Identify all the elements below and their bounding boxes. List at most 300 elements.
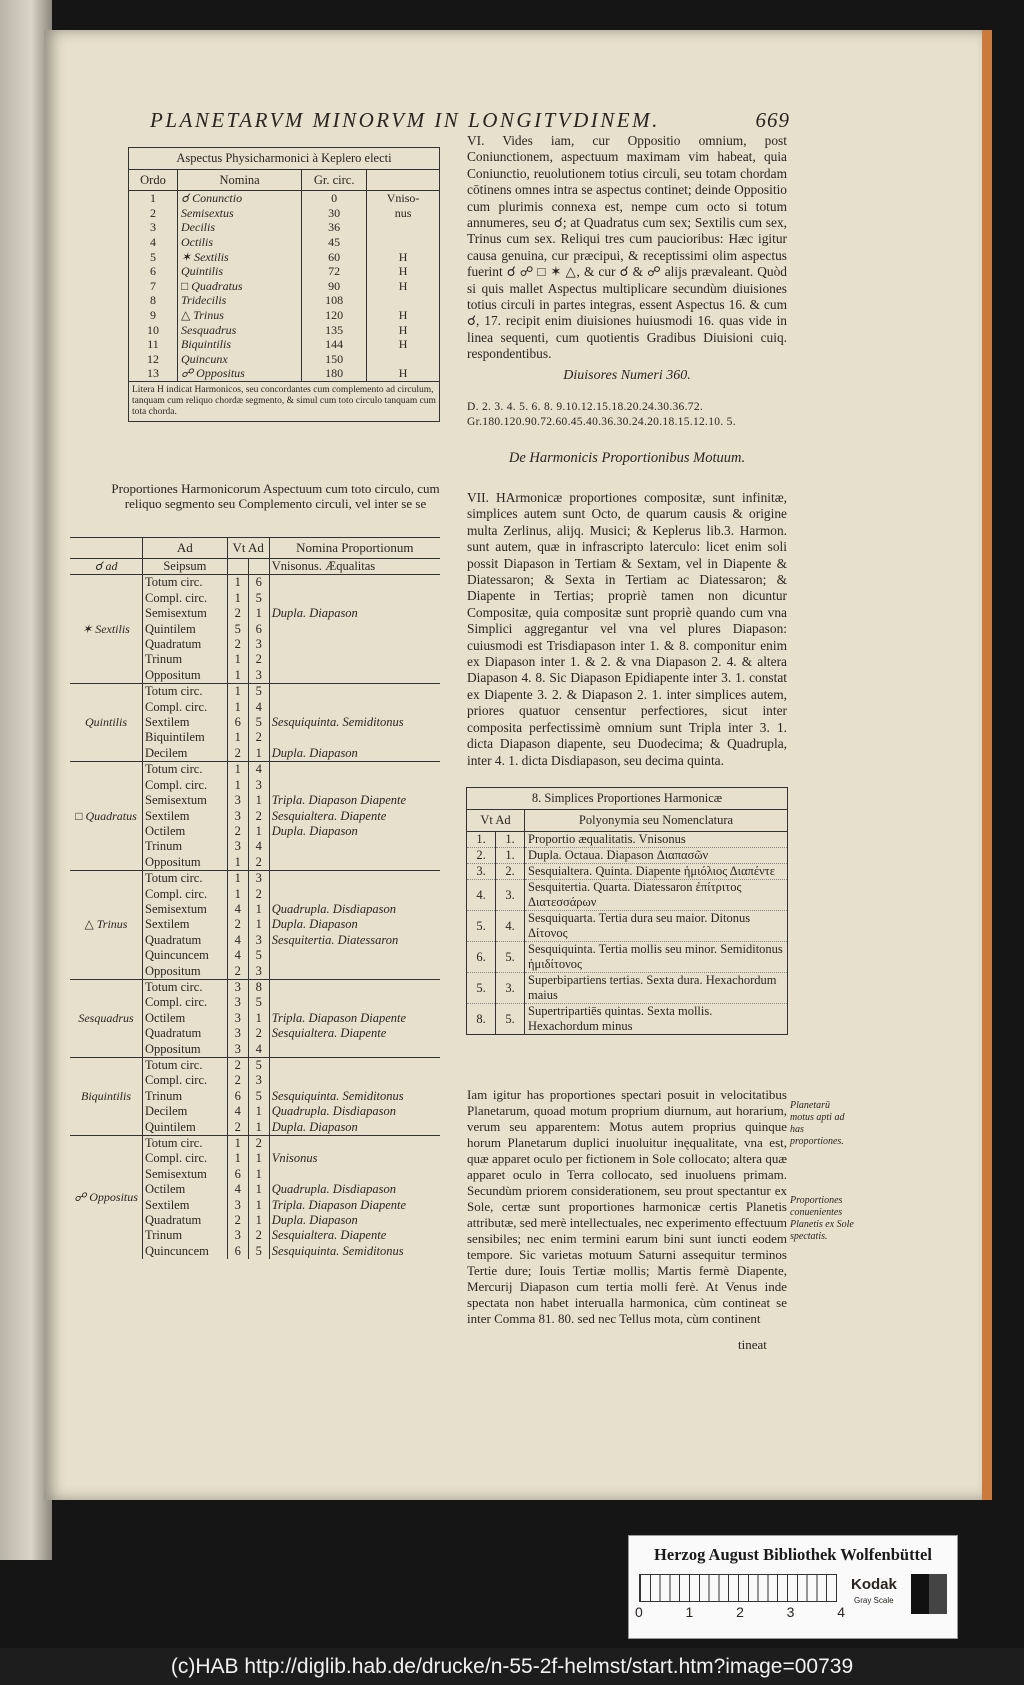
aspect-name: Sesquadrus (178, 323, 302, 338)
proportion-name: Quadrupla. Disdiapason (269, 902, 440, 917)
proportion-name (269, 995, 440, 1010)
proportions-header-1: Ad (143, 538, 228, 559)
proportion-ad-num: 1 (248, 1182, 269, 1197)
proportion-vt: 4 (227, 902, 248, 917)
group-label: ✶ Sextilis (70, 575, 143, 684)
aspect-name: Biquintilis (178, 337, 302, 352)
proportion-ad-num: 1 (248, 746, 269, 762)
aspect-name: Tridecilis (178, 293, 302, 308)
proportion-vt: 2 (227, 1058, 248, 1074)
proportion-ad: Biquintilem (143, 730, 228, 745)
simple-name: Supertripartiēs quintas. Sexta mollis. Hexachordum minus (525, 1004, 788, 1035)
simple-name: Superbipartiens tertias. Sexta dura. Hexachordum maius (525, 973, 788, 1004)
proportion-ad: Semisextum (143, 606, 228, 621)
proportion-ad: Octilem (143, 1011, 228, 1026)
simple-ad: 3. (496, 880, 525, 911)
proportion-vt: 1 (227, 762, 248, 778)
aspect-row (129, 279, 440, 294)
proportion-ad: Compl. circ. (143, 1073, 228, 1088)
proportion-name: Sesquiquinta. Semiditonus (269, 1089, 440, 1104)
aspect-degrees: 150 (302, 352, 367, 367)
proportion-vt: 4 (227, 948, 248, 963)
proportion-ad: Trinum (143, 652, 228, 667)
proportion-ad: Quadratum (143, 933, 228, 948)
proportion-name (269, 1167, 440, 1182)
proportion-ad-num: 1 (248, 606, 269, 621)
proportion-name: Dupla. Diapason (269, 917, 440, 932)
simple-table-header-name: Polyonymia seu Nomenclatura (525, 810, 788, 832)
proportion-ad-num: 2 (248, 1136, 269, 1152)
proportion-name (269, 652, 440, 667)
aspect-ordo: 4 (129, 235, 178, 250)
proportion-row (70, 575, 440, 591)
aspect-degrees: 108 (302, 293, 367, 308)
proportion-ad: Oppositum (143, 1042, 228, 1058)
paragraph-vi: VI. Vides iam, cur Oppositio omnium, post Coniunctionem, aspectuum maximam vim habeat, quia Coniunctio, reuolutionem totius circuli, seu totam chordam cōtinens omnes intra se aspectus continet; deinde Oppositio cum plurimis connexa est, nempe cum octo si totum annumeres, seu ☌; at Quadratus cum sex; Sextilis cum sex, Trinus cum sex. Reliqui tres cum paucioribus: Hæc igitur causa genuina, cur præcipui, & receptissimi olim aspectus fuerint ☌ ☍ □ ✶ △, & cur ☌ & ☍ alijs prævaleant. Quòd si quis mallet Aspectus multiplicare secundùm diuisiones totius circuli in partes integras, essent Aspectus 16. & cum ☌, 17. recipit enim diuisiones huiusmodi 16. quas vide in linea sequenti, cum quotientis Gradibus Diuisioni cuiq. respondentibus. (467, 133, 787, 362)
proportion-name: Sesquiquinta. Semiditonus (269, 715, 440, 730)
proportion-ad-num: 2 (248, 652, 269, 667)
proportion-ad-num: 3 (248, 964, 269, 980)
simple-proportion-row (467, 864, 788, 880)
simple-vt: 4. (467, 880, 496, 911)
aspect-ordo: 5 (129, 250, 178, 265)
proportion-ad-num: 1 (248, 1120, 269, 1136)
proportion-ad: Quadratum (143, 637, 228, 652)
proportion-name: Tripla. Diapason Diapente (269, 1198, 440, 1213)
proportion-ad: Totum circ. (143, 871, 228, 887)
aspect-harmonic-mark: H (367, 250, 440, 265)
proportion-vt: 3 (227, 809, 248, 824)
proportion-ad-num: 1 (248, 824, 269, 839)
proportion-ad-num: 3 (248, 668, 269, 684)
simple-vt: 5. (467, 911, 496, 942)
proportion-ad-num: 2 (248, 887, 269, 902)
running-header (150, 108, 790, 133)
proportion-name: Quadrupla. Disdiapason (269, 1104, 440, 1119)
simple-name: Sesquitertia. Quarta. Diatessaron ἐπίτριτος Διατεσσάρων (525, 880, 788, 911)
proportion-ad: Semisextum (143, 1167, 228, 1182)
proportion-vt: 6 (227, 1089, 248, 1104)
proportion-vt: 3 (227, 1026, 248, 1041)
aspect-degrees: 36 (302, 220, 367, 235)
proportion-ad: Oppositum (143, 855, 228, 871)
proportion-ad-num: 3 (248, 637, 269, 652)
aspect-harmonic-mark: H (367, 279, 440, 294)
aspect-ordo: 13 (129, 366, 178, 381)
proportion-ad-num: 2 (248, 1228, 269, 1243)
ruler-tick: 1 (685, 1604, 694, 1620)
proportion-ad-num: 1 (248, 917, 269, 932)
proportion-ad-num: 1 (248, 1011, 269, 1026)
aspects-table-note: Litera H indicat Harmonicos, seu concordantes cum complemento ad circulum, tanquam cum reliquo chordæ segmento, & simul cum toto circulo tanquam cum tota chorda. (129, 381, 440, 421)
aspect-harmonic-mark (367, 352, 440, 367)
proportion-ad-num: 3 (248, 1073, 269, 1088)
proportion-vt: 2 (227, 606, 248, 621)
simple-proportions-table (466, 787, 788, 1035)
proportion-name: Dupla. Diapason (269, 606, 440, 621)
proportion-ad-num: 4 (248, 700, 269, 715)
aspect-degrees: 72 (302, 264, 367, 279)
aspect-name: ☍ Oppositus (178, 366, 302, 381)
proportion-ad: Totum circ. (143, 1058, 228, 1074)
proportion-name: Quadrupla. Disdiapason (269, 1182, 440, 1197)
proportion-ad-num: 1 (248, 1104, 269, 1119)
proportion-row (70, 684, 440, 700)
proportion-ad-num: 5 (248, 715, 269, 730)
aspect-name: □ Quadratus (178, 279, 302, 294)
proportion-name: Dupla. Diapason (269, 1213, 440, 1228)
group-label: ☍ Oppositus (70, 1136, 143, 1260)
proportion-ad-num: 2 (248, 855, 269, 871)
proportion-vt: 2 (227, 637, 248, 652)
proportion-ad: Sextilem (143, 1198, 228, 1213)
proportion-ad-num: 3 (248, 933, 269, 948)
proportion-name: Dupla. Diapason (269, 1120, 440, 1136)
simple-proportion-row (467, 848, 788, 864)
proportion-vt: 6 (227, 1244, 248, 1259)
aspect-degrees: 0 (302, 191, 367, 206)
proportion-ad: Quincuncem (143, 1244, 228, 1259)
proportion-name (269, 637, 440, 652)
proportion-ad: Octilem (143, 824, 228, 839)
proportion-vt: 3 (227, 1198, 248, 1213)
aspect-ordo: 3 (129, 220, 178, 235)
proportion-vt: 1 (227, 684, 248, 700)
proportion-vt: 2 (227, 1073, 248, 1088)
proportion-ad-num: 6 (248, 575, 269, 591)
proportion-vt: 1 (227, 652, 248, 667)
aspect-row (129, 235, 440, 250)
proportion-ad-num: 1 (248, 1213, 269, 1228)
proportion-name (269, 871, 440, 887)
proportion-name (269, 1058, 440, 1074)
proportion-ad-num: 6 (248, 622, 269, 637)
simple-vt: 5. (467, 973, 496, 1004)
proportion-ad-num: 5 (248, 1058, 269, 1074)
simple-ad: 4. (496, 911, 525, 942)
proportion-ad-num: 2 (248, 730, 269, 745)
proportion-ad-num (248, 559, 269, 575)
proportion-vt: 3 (227, 793, 248, 808)
aspect-row (129, 191, 440, 206)
aspect-row (129, 308, 440, 323)
proportion-name (269, 855, 440, 871)
proportion-ad-num: 2 (248, 809, 269, 824)
aspect-row (129, 323, 440, 338)
proportion-ad: Semisextum (143, 793, 228, 808)
aspect-name: Quintilis (178, 264, 302, 279)
aspect-degrees: 135 (302, 323, 367, 338)
harmonics-title: De Harmonicis Proportionibus Motuum. (508, 450, 746, 466)
aspect-ordo: 1 (129, 191, 178, 206)
aspect-name: Semisextus (178, 206, 302, 221)
simple-table-caption: 8. Simplices Proportiones Harmonicæ (467, 788, 788, 810)
aspect-harmonic-mark: H (367, 308, 440, 323)
gray-swatch (911, 1574, 947, 1614)
proportion-vt: 1 (227, 591, 248, 606)
ruler-tick: 0 (635, 1604, 643, 1620)
paragraph-vii: VII. HArmonicæ proportiones compositæ, sunt infinitæ, simplices autem sunt Octo, de quarum causis & origine multa Zerlinus, alijq. Musici; & Keplerus lib.3. Harmon. sunt autem, quæ in infrascripto laterculo: licet enim soli possit Diapason in Tertiam & Sextam, vel in Diapente & Diatessaron; & Sexta in Tertiam ac Diatessaron; & Diapente in Tertias; propriè tamen non dicuntur Compositæ, quia compositæ sunt propriè quando cum vna Simplici aggregantur vel vna vel plures Diapason: cuiusmodi est Trisdiapason inter 1. & 8. componitur enim ex Diapason inter 1. & 2. & vna Diapason 2. 4. & altera Diapason 4. 8. Sic Diapason Epidiapente inter 3. 1. constat ex Diapente 3. 2. & Diapason 2. 1. inter simplices autem, priores quatuor censentur perfectiores, sicut inter composita perfectissimè omnium sunt Tripla inter 3. 1. dicta Diapason diapente, seu Duodecima; & Quadrupla, inter 4. 1. dicta Disdiapason, seu decima quinta. (467, 490, 787, 768)
proportion-name (269, 700, 440, 715)
proportion-ad: Trinum (143, 1089, 228, 1104)
proportion-name: Dupla. Diapason (269, 824, 440, 839)
proportion-name: Sesquialtera. Diapente (269, 1026, 440, 1041)
proportion-name: Vnisonus (269, 1151, 440, 1166)
proportion-name (269, 575, 440, 591)
proportion-name (269, 730, 440, 745)
proportion-vt: 1 (227, 871, 248, 887)
proportion-ad-num: 1 (248, 1198, 269, 1213)
proportion-row (70, 1136, 440, 1152)
proportion-vt: 6 (227, 715, 248, 730)
simple-vt: 8. (467, 1004, 496, 1035)
proportion-name: Vnisonus. Æqualitas (269, 559, 440, 575)
proportion-name (269, 591, 440, 606)
proportion-vt: 5 (227, 622, 248, 637)
proportion-vt: 1 (227, 855, 248, 871)
simple-vt: 1. (467, 832, 496, 848)
aspect-harmonic-mark: H (367, 337, 440, 352)
simple-vt: 6. (467, 942, 496, 973)
aspect-harmonic-mark: H (367, 264, 440, 279)
aspects-header-1: Nomina (178, 169, 302, 191)
proportion-ad: Oppositum (143, 964, 228, 980)
aspect-row (129, 293, 440, 308)
proportion-row (70, 762, 440, 778)
proportions-heading: Proportiones Harmonicorum Aspectuum cum toto circulo, cum reliquo segmento seu Complemento circuli, vel inter se se (111, 481, 440, 511)
proportion-ad-num: 8 (248, 979, 269, 995)
proportion-row (70, 979, 440, 995)
simple-ad: 1. (496, 848, 525, 864)
aspect-degrees: 144 (302, 337, 367, 352)
simple-proportion-row (467, 973, 788, 1004)
page-number: 669 (755, 108, 790, 132)
aspect-name: Octilis (178, 235, 302, 250)
proportion-vt: 3 (227, 1042, 248, 1058)
running-title: PLANETARVM MINORVM IN LONGITVDINEM. (150, 108, 660, 132)
proportion-ad: Quadratum (143, 1213, 228, 1228)
aspect-ordo: 6 (129, 264, 178, 279)
proportion-vt: 2 (227, 746, 248, 762)
aspect-degrees: 30 (302, 206, 367, 221)
group-label: Quintilis (70, 684, 143, 762)
proportion-name: Sesquialtera. Diapente (269, 1228, 440, 1243)
proportion-vt: 3 (227, 995, 248, 1010)
simple-name: Sesquialtera. Quinta. Diapente ἡμιόλιος Διαπέντε (525, 864, 788, 880)
proportion-ad-num: 1 (248, 1167, 269, 1182)
proportion-ad: Totum circ. (143, 762, 228, 778)
proportion-ad: Totum circ. (143, 575, 228, 591)
aspect-name: Decilis (178, 220, 302, 235)
proportion-ad: Decilem (143, 746, 228, 762)
aspect-harmonic-mark: H (367, 366, 440, 381)
aspect-row (129, 220, 440, 235)
proportion-ad: Totum circ. (143, 684, 228, 700)
aspect-degrees: 180 (302, 366, 367, 381)
aspect-row (129, 337, 440, 352)
aspects-header-0: Ordo (129, 169, 178, 191)
proportion-ad: Trinum (143, 839, 228, 854)
aspect-degrees: 90 (302, 279, 367, 294)
proportion-ad: Semisextum (143, 902, 228, 917)
aspects-header-3 (367, 169, 440, 191)
ruler-tick: 3 (786, 1604, 795, 1620)
proportion-ad: Sextilem (143, 715, 228, 730)
proportion-vt: 2 (227, 917, 248, 932)
proportion-ad: Sextilem (143, 917, 228, 932)
proportion-vt: 4 (227, 1182, 248, 1197)
proportion-ad: Decilem (143, 1104, 228, 1119)
proportion-name: Dupla. Diapason (269, 746, 440, 762)
aspect-name: △ Trinus (178, 308, 302, 323)
proportion-vt: 1 (227, 668, 248, 684)
aspect-row (129, 206, 440, 221)
proportion-vt: 6 (227, 1167, 248, 1182)
proportion-ad-num: 1 (248, 793, 269, 808)
library-name: Herzog August Bibliothek Wolfenbüttel (654, 1545, 932, 1564)
proportion-name (269, 668, 440, 684)
divisores-line-gr: Gr.180.120.90.72.60.45.40.36.30.24.20.18.15.12.10. 5. (467, 416, 736, 428)
proportion-vt: 1 (227, 700, 248, 715)
proportion-ad: Compl. circ. (143, 1151, 228, 1166)
aspect-degrees: 45 (302, 235, 367, 250)
proportion-row-conjunction (70, 559, 440, 575)
proportion-vt: 3 (227, 839, 248, 854)
aspects-table (128, 147, 440, 422)
proportion-ad: Oppositum (143, 668, 228, 684)
proportion-ad: Compl. circ. (143, 778, 228, 793)
aspect-row (129, 250, 440, 265)
simple-ad: 5. (496, 942, 525, 973)
proportion-row (70, 1058, 440, 1074)
scale-ruler (639, 1574, 837, 1602)
proportion-vt: 2 (227, 824, 248, 839)
simple-proportion-row (467, 911, 788, 942)
aspect-harmonic-mark (367, 293, 440, 308)
group-label: ☌ ad (94, 559, 118, 573)
proportion-ad: Compl. circ. (143, 887, 228, 902)
aspect-ordo: 9 (129, 308, 178, 323)
proportion-ad-num: 5 (248, 995, 269, 1010)
aspect-harmonic-mark: nus (367, 206, 440, 221)
group-label: Biquintilis (70, 1058, 143, 1136)
proportion-ad: Octilem (143, 1182, 228, 1197)
aspect-harmonic-mark: Vniso- (367, 191, 440, 206)
marginal-note-2: Proportiones conuenientes Planetis ex Sole spectatis. (790, 1195, 854, 1242)
aspect-row (129, 264, 440, 279)
footer-url[interactable]: (c)HAB http://diglib.hab.de/drucke/n-55-2f-helmst/start.htm?image=00739 (0, 1648, 1024, 1685)
ruler-tick: 2 (736, 1604, 744, 1620)
proportion-vt: 1 (227, 1136, 248, 1152)
proportion-vt: 3 (227, 1011, 248, 1026)
kodak-logo: Kodak (851, 1576, 897, 1593)
marginal-note-1: Planetarū motus apti ad has proportiones. (790, 1100, 845, 1147)
aspect-harmonic-mark (367, 220, 440, 235)
proportion-ad-num: 5 (248, 1089, 269, 1104)
simple-proportion-row (467, 880, 788, 911)
proportion-ad-num: 4 (248, 762, 269, 778)
group-label: □ Quadratus (70, 762, 143, 871)
proportion-ad-num: 5 (248, 948, 269, 963)
proportion-name (269, 684, 440, 700)
aspect-name: Quincunx (178, 352, 302, 367)
aspect-harmonic-mark (367, 235, 440, 250)
aspect-row (129, 352, 440, 367)
proportion-ad: Quincuncem (143, 948, 228, 963)
aspect-ordo: 8 (129, 293, 178, 308)
simple-vt: 3. (467, 864, 496, 880)
proportion-vt: 2 (227, 964, 248, 980)
aspects-table-caption: Aspectus Physicharmonici à Keplero electi (129, 148, 440, 170)
proportion-vt (227, 559, 248, 575)
proportion-name (269, 622, 440, 637)
proportion-ad-num: 5 (248, 591, 269, 606)
simple-ad: 5. (496, 1004, 525, 1035)
simple-ad: 1. (496, 832, 525, 848)
proportion-name (269, 1073, 440, 1088)
proportion-name (269, 778, 440, 793)
simple-name: Dupla. Octaua. Diapason Διαπασῶν (525, 848, 788, 864)
aspect-row (129, 366, 440, 381)
ruler-numbers (635, 1604, 845, 1620)
simple-name: Sesquiquarta. Tertia dura seu maior. Ditonus Δίτονος (525, 911, 788, 942)
proportion-vt: 1 (227, 887, 248, 902)
proportion-vt: 1 (227, 1151, 248, 1166)
proportion-ad-num: 1 (248, 902, 269, 917)
aspect-ordo: 2 (129, 206, 178, 221)
proportions-header-0 (70, 538, 143, 559)
simple-proportion-row (467, 942, 788, 973)
proportion-name: Tripla. Diapason Diapente (269, 1011, 440, 1026)
proportion-ad: Totum circ. (143, 1136, 228, 1152)
aspect-name: ☌ Conunctio (178, 191, 302, 206)
proportion-vt: 1 (227, 575, 248, 591)
proportion-vt: 1 (227, 730, 248, 745)
aspect-degrees: 60 (302, 250, 367, 265)
aspect-ordo: 12 (129, 352, 178, 367)
proportion-name: Sesquialtera. Diapente (269, 809, 440, 824)
simple-name: Proportio æqualitatis. Vnisonus (525, 832, 788, 848)
proportion-vt: 2 (227, 1213, 248, 1228)
catchword: tineat (738, 1337, 767, 1352)
proportion-name (269, 762, 440, 778)
proportions-header-3: Nomina Proportionum (269, 538, 440, 559)
proportion-name: Tripla. Diapason Diapente (269, 793, 440, 808)
divisores-line-d: D. 2. 3. 4. 5. 6. 8. 9.10.12.15.18.20.24.30.36.72. (467, 401, 704, 413)
proportion-name (269, 1136, 440, 1152)
proportion-vt: 2 (227, 1120, 248, 1136)
aspect-ordo: 7 (129, 279, 178, 294)
aspect-name: ✶ Sextilis (178, 250, 302, 265)
proportion-ad: Quintilem (143, 622, 228, 637)
proportion-name (269, 979, 440, 995)
divisores-title: Diuisores Numeri 360. (563, 368, 691, 383)
proportion-ad-num: 3 (248, 871, 269, 887)
proportion-ad-num: 2 (248, 1026, 269, 1041)
proportion-name: Sesquiquinta. Semiditonus (269, 1244, 440, 1259)
proportion-vt: 4 (227, 933, 248, 948)
aspect-degrees: 120 (302, 308, 367, 323)
proportion-name (269, 964, 440, 980)
simple-vt: 2. (467, 848, 496, 864)
proportion-vt: 3 (227, 979, 248, 995)
proportion-ad: Compl. circ. (143, 700, 228, 715)
simple-table-header-vtad: Vt Ad (467, 810, 525, 832)
proportions-table (70, 537, 440, 1259)
proportion-name (269, 1042, 440, 1058)
aspect-harmonic-mark: H (367, 323, 440, 338)
proportion-ad-num: 4 (248, 1042, 269, 1058)
